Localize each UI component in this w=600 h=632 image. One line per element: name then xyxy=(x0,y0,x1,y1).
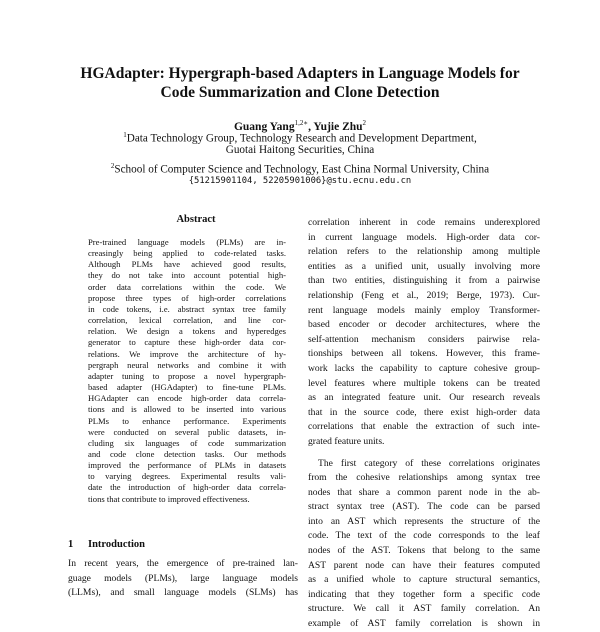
text-line: self-attention mechanism considers pairwise rela- xyxy=(308,333,540,345)
text-line: relationship (Feng et al., 2019; Berge, 1973). Cur- xyxy=(308,289,540,301)
text-line: stract syntax tree (AST). The code can be parsed xyxy=(308,501,540,513)
author-affiliation-mark: 2 xyxy=(362,119,367,127)
text-line: propose three types of high-order correlations xyxy=(88,292,286,303)
text-line: as a unified whole to capture structural semantics, xyxy=(308,574,540,586)
text-line: entities as a unified unit, usually involving more xyxy=(308,260,540,272)
text-line: HGAdapter can encode high-order data correla- xyxy=(88,393,286,404)
affiliation-mark: 2 xyxy=(110,162,115,170)
text-line: than two entities, distinguishing it from a pairwise xyxy=(308,275,540,287)
text-line: date the introduction of high-order data correla- xyxy=(88,482,286,493)
text-line: correlation inherent in code remains underexplored xyxy=(308,217,540,228)
text-line: order data correlations within the code. We xyxy=(88,281,286,292)
text-line: generator to capture these high-order data cor- xyxy=(88,337,286,348)
text-line: Pre-trained language models (PLMs) are in- xyxy=(88,237,286,247)
introduction-body xyxy=(68,557,298,601)
abstract-heading: Abstract xyxy=(176,214,216,225)
text-line: nodes that share a common parent node in the ab- xyxy=(308,486,540,498)
text-line: work lacks the capability to capture cohesive group- xyxy=(308,362,540,374)
text-line: relation refers to the relationship among multiple xyxy=(308,246,540,258)
text-line: nodes of the AST. Tokens that belong to the same xyxy=(308,545,540,557)
text-line: relations. We improve the architecture of hy- xyxy=(88,348,286,359)
affiliation-text: Data Technology Group, Technology Research and Development Department, xyxy=(126,132,477,145)
text-line: adapter tuning to propose a novel hypergraph- xyxy=(88,370,286,381)
section-heading-introduction xyxy=(68,538,145,551)
text-line: in code tokens, i.e. abstract syntax tree family xyxy=(88,303,286,314)
text-line: tions and is allowed to be inserted into various xyxy=(88,404,286,415)
text-line: structure. We call it AST family correlation. An xyxy=(308,603,540,615)
text-line: in current language models. High-order data cor- xyxy=(308,231,540,243)
text-line: grated feature units. xyxy=(308,435,385,447)
text-line: from the cohesive relationships among syntax tree xyxy=(308,472,540,484)
author-name: Guang Yang xyxy=(233,120,295,133)
text-line: code. The text of the code corresponds to the leaf xyxy=(308,530,540,542)
text-line: indicating that they together form a specific code xyxy=(308,588,540,600)
affiliation-text: School of Computer Science and Technology, East China Normal University, China xyxy=(114,163,490,176)
text-line: PLMs to enhance performance. Experiments xyxy=(88,415,286,426)
text-line: were conducted on several public datasets, in- xyxy=(88,426,286,437)
text-line: In recent years, the emergence of pre-trained lan- xyxy=(68,558,298,569)
affiliation-mark: 1 xyxy=(123,131,127,139)
text-line: level features where multiple tokens can be treated xyxy=(308,377,540,389)
paper-title-line-1: HGAdapter: Hypergraph-based Adapters in Language Models for xyxy=(80,65,520,82)
author-email: {51215901104, 52205901006}@stu.ecnu.edu.cn xyxy=(188,176,412,186)
text-line: and code clone detection tasks. Our methods xyxy=(88,448,286,459)
text-line: rent language models mainly employ Transformer- xyxy=(308,304,540,316)
text-line: creasingly being applied to code-related tasks. xyxy=(88,248,286,259)
section-title: Introduction xyxy=(88,539,145,550)
text-line: tions that contribute to improved effectiveness. xyxy=(88,493,250,504)
author-affiliation-mark: 1,2∗ xyxy=(294,119,309,127)
paragraph-gap xyxy=(308,450,540,457)
text-line: Although PLMs have achieved good results, xyxy=(88,259,286,270)
text-line: example of AST family correlation is shown in xyxy=(308,618,540,630)
text-line: guage models (PLMs), large language models xyxy=(68,572,298,584)
text-line: correlation, lexical correlation, and line cor- xyxy=(88,315,286,326)
text-line: correlations that enable the extraction of such inte- xyxy=(308,421,540,433)
text-line: as an integrated feature unit. Our research reveals xyxy=(308,392,540,404)
text-line: improved the performance of PLMs in datasets xyxy=(88,460,286,471)
text-line: they do not take into account potential high- xyxy=(88,270,286,281)
text-line: tionships between all tokens. However, this frame- xyxy=(308,348,540,360)
text-line: relation. We design a tokens and hyperedges xyxy=(88,326,286,337)
text-line: into an AST which represents the structure of the xyxy=(308,515,540,527)
text-line: pergraph neural networks and combine it with xyxy=(88,359,286,370)
abstract-body xyxy=(88,237,286,505)
text-line: The first category of these correlations originates xyxy=(318,457,540,469)
text-line: AST parent node can have their features computed xyxy=(308,559,540,571)
text-line: (LLMs), and small language models (SLMs) has xyxy=(68,587,298,599)
text-line: cluding six languages of code summarization xyxy=(88,437,286,448)
text-line: based adapter (HGAdapter) to fine-tune PLMs. xyxy=(88,382,286,393)
paper-title-line-2: Code Summarization and Clone Detection xyxy=(160,84,440,101)
affiliation-1-line-2: Guotai Haitong Securities, China xyxy=(225,144,375,156)
section-number: 1 xyxy=(68,539,74,550)
right-column-body xyxy=(308,216,540,632)
text-line: that in the source code, there exist high-order data xyxy=(308,406,540,418)
text-line: to varying degrees. Experimental results vali- xyxy=(88,471,286,482)
author-separator: , xyxy=(308,120,314,133)
text-line: based encoder or decoder architectures, where the xyxy=(308,319,540,331)
author-name: Yujie Zhu xyxy=(313,120,363,133)
